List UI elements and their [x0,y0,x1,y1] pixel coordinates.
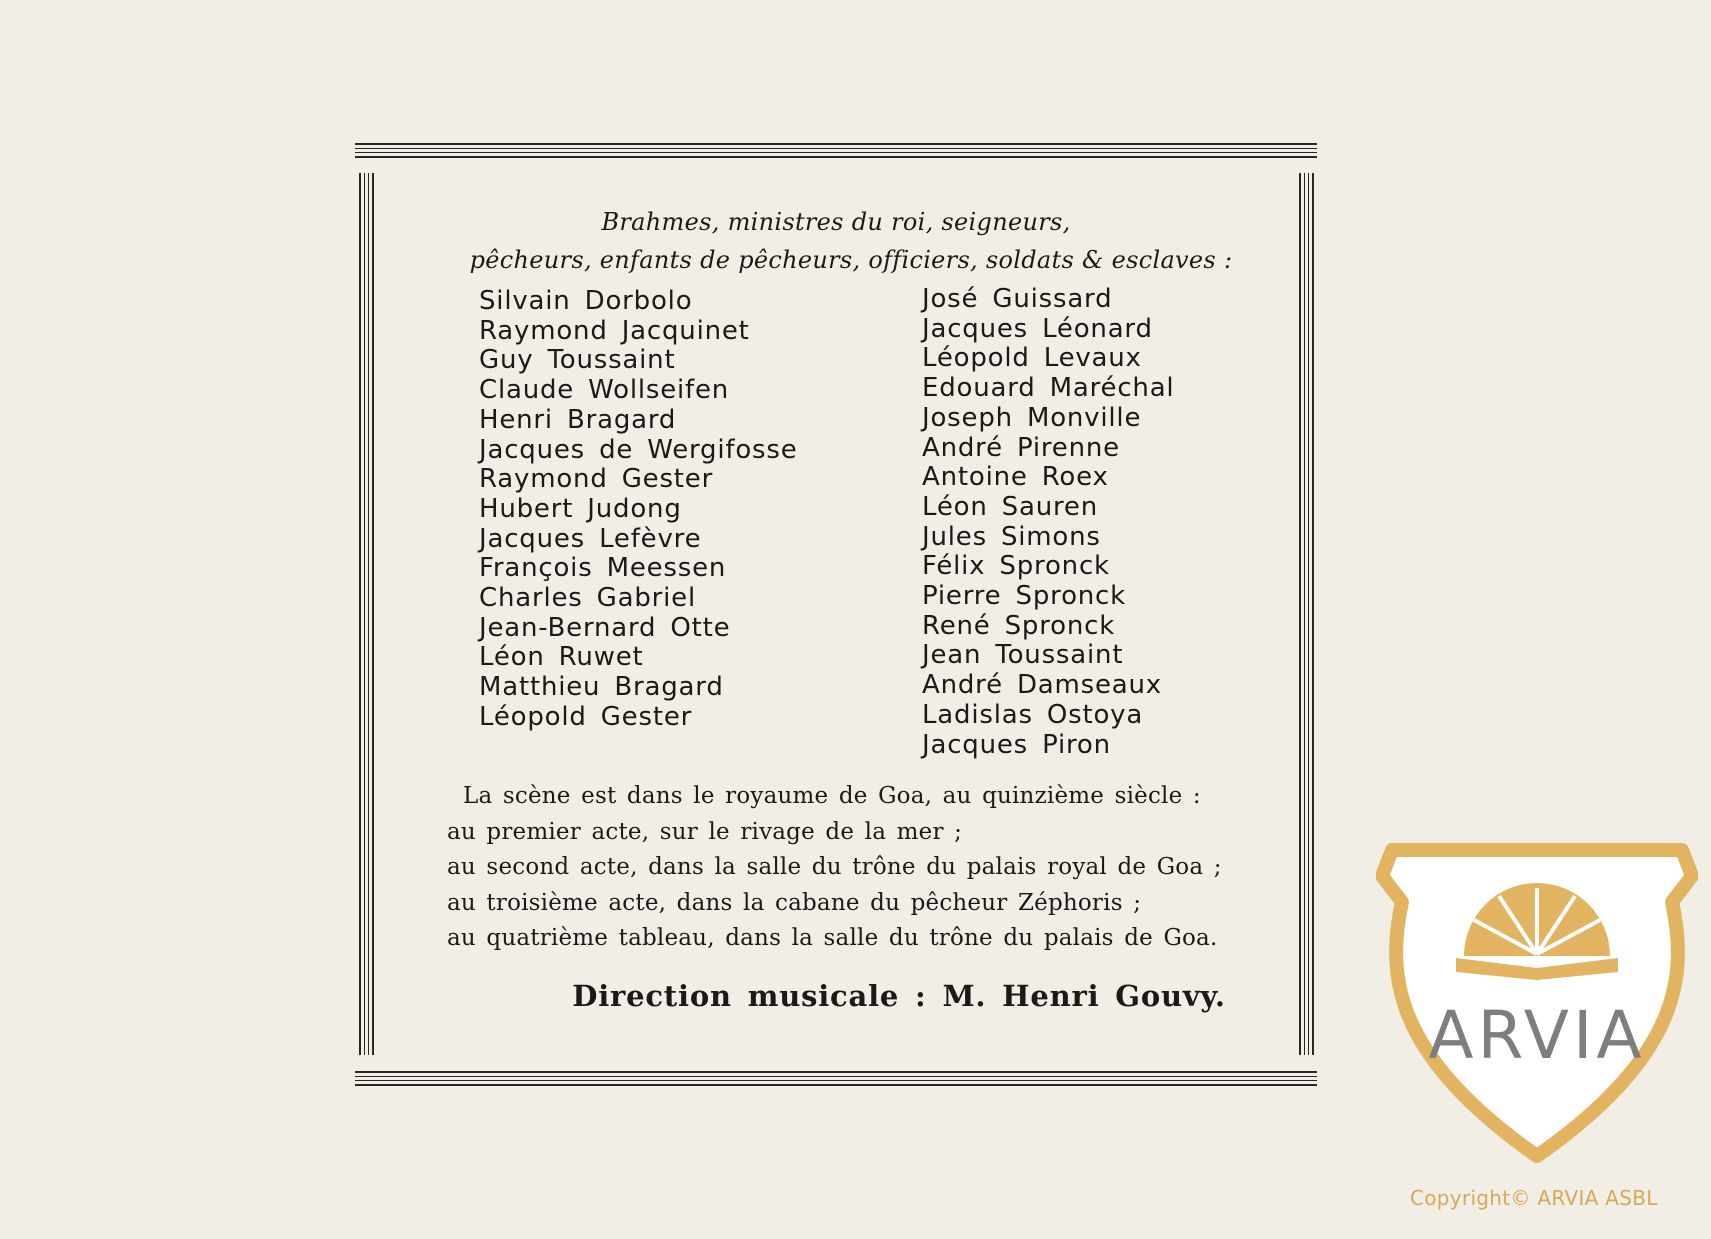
cast-member-name: Jean-Bernard Otte [479,612,731,643]
bottom-border-rule [355,1071,1317,1085]
cast-member-name: René Spronck [922,610,1116,641]
cast-member-name: Hubert Judong [479,493,682,524]
cast-heading-line-1: Brahmes, ministres du roi, seigneurs, [601,208,1071,236]
right-border-rule [1299,173,1313,1055]
cast-list-left [479,287,798,733]
cast-member-name: Jacques de Wergifosse [479,434,798,465]
left-border-rule [359,173,373,1055]
cast-member-name: Jean Toussaint [922,640,1124,671]
scene-line: La scène est dans le royaume de Goa, au quinzième siècle : [463,783,1201,809]
cast-member-name: Léon Ruwet [479,642,644,673]
cast-member-name: José Guissard [922,284,1113,314]
cast-member-name: Claude Wollseifen [479,375,730,406]
cast-member-name: François Meessen [479,553,727,584]
cast-member-name: Léon Sauren [922,491,1098,522]
scene-line: au premier acte, sur le rivage de la mer ; [447,818,963,845]
scene-line: au quatrième tableau, dans la salle du trône du palais de Goa. [447,925,1218,951]
logo-text: ARVIA [1428,997,1646,1074]
cast-member-name: Henri Bragard [479,404,677,435]
cast-member-name: André Damseaux [922,670,1162,701]
cast-list-right [922,285,1174,760]
cast-member-name: Jacques Lefèvre [479,523,702,554]
cast-member-name: Léopold Gester [479,701,693,732]
cast-member-name: Jacques Piron [922,729,1111,760]
cast-member-name: Pierre Spronck [922,581,1127,612]
top-border-rule [355,143,1317,157]
cast-member-name: André Pirenne [922,432,1120,463]
arvia-logo-watermark [1376,836,1698,1174]
cast-heading-line-2: pêcheurs, enfants de pêcheurs, officiers, soldats & esclaves : [469,246,1233,274]
copyright-notice: Copyright© ARVIA ASBL [1410,1186,1658,1210]
cast-heading [355,203,1317,279]
cast-member-name: Ladislas Ostoya [922,699,1144,730]
scene-description [447,779,1267,957]
program-page-frame [355,143,1317,1085]
cast-member-name: Léopold Levaux [922,343,1142,374]
cast-member-name: Antoine Roex [922,462,1109,493]
cast-member-name: Guy Toussaint [479,345,676,376]
scene-line: au troisième acte, dans la cabane du pêcheur Zéphoris ; [447,889,1142,916]
cast-member-name: Matthieu Bragard [479,672,724,703]
cast-member-name: Charles Gabriel [479,583,697,614]
cast-member-name: Félix Spronck [922,551,1110,582]
cast-member-name: Edouard Maréchal [922,373,1175,404]
cast-member-name: Raymond Jacquinet [479,315,750,346]
cast-member-name: Jacques Léonard [922,313,1153,344]
cast-member-name: Joseph Monville [922,402,1142,433]
cast-member-name: Silvain Dorbolo [479,286,693,316]
cast-member-name: Raymond Gester [479,464,714,495]
cast-member-name: Jules Simons [922,521,1101,552]
musical-direction: Direction musicale : M. Henri Gouvy. [572,979,1226,1013]
scene-line: au second acte, dans la salle du trône du palais royal de Goa ; [447,854,1222,880]
